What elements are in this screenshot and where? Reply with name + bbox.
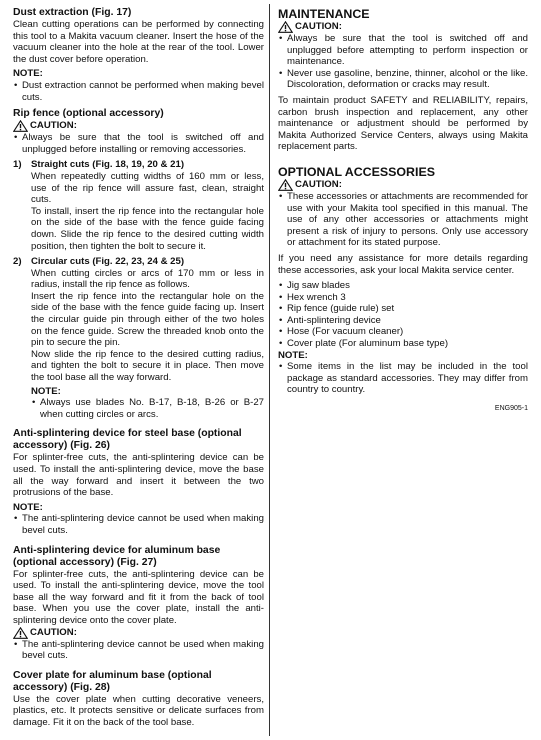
note-label: NOTE:	[13, 501, 43, 513]
caution-item: • Never use gasoline, benzine, thinner, alcohol or the like. Discoloration, deformation or cracks may result.	[278, 68, 528, 91]
item-number: 1)	[13, 159, 22, 171]
list-item: • Hex wrench 3	[278, 292, 528, 304]
warning-triangle-icon	[13, 627, 28, 639]
section-cover-plate	[13, 670, 264, 729]
list-item: • Cover plate (For aluminum base type)	[278, 338, 528, 350]
note-label: NOTE:	[31, 385, 61, 397]
paragraph: To maintain product SAFETY and RELIABILITY, repairs, carbon brush inspection and replacement, any other maintenance or adjustment should be performed by Makita Authorized Service Centers, always using Makita replacement parts.	[278, 94, 528, 153]
section-optional-accessories	[278, 165, 528, 413]
caution-item: • Always be sure that the tool is switched off and unplugged before attempting to perform inspection or maintenance.	[278, 33, 528, 68]
list-item: • Jig saw blades	[278, 280, 528, 292]
paragraph: Now slide the rip fence to the desired cutting radius, and tighten the bolt to secure it in place. Then move the tool base all the way forward.	[31, 348, 264, 384]
caution-label: CAUTION:	[295, 21, 342, 33]
paragraph: When cutting circles or arcs of 170 mm or less in radius, install the rip fence as follows.	[31, 267, 264, 291]
note-list	[13, 513, 264, 536]
column-divider	[269, 4, 270, 736]
note-item: • Dust extraction cannot be performed when making bevel cuts.	[13, 80, 264, 103]
paragraph: When repeatedly cutting widths of 160 mm or less, use of the rip fence will assure fast, clean, straight cuts.	[31, 170, 264, 206]
section-heading: Anti-splintering device for aluminum base (optional accessory) (Fig. 27)	[13, 544, 221, 568]
caution-heading	[13, 627, 264, 639]
paragraph: To install, insert the rip fence into the rectangular hole on the side of the base with the fence guide facing down. Slide the rip fence to the desired cutting width position, then tighten the bolt to secure it.	[31, 205, 264, 252]
note-item: • Some items in the list may be included in the tool package as standard accessories. They may differ from country to country.	[278, 361, 528, 396]
document-code: ENG905-1	[494, 405, 528, 413]
caution-heading	[278, 21, 528, 33]
caution-label: CAUTION:	[30, 626, 77, 638]
caution-list	[278, 33, 528, 91]
numbered-item-straight-cuts	[13, 159, 264, 252]
section-dust-extraction	[13, 7, 264, 103]
caution-item: • Always be sure that the tool is switched off and unplugged before installing or removing accessories.	[13, 132, 264, 155]
section-anti-splintering-aluminum	[13, 545, 264, 662]
note-item: • The anti-splintering device cannot be used when making bevel cuts.	[13, 513, 264, 536]
paragraph: For splinter-free cuts, the anti-splintering device can be used. To install the anti-splintering device, move the tool base all the way forward and fit it from the back of tool base. When you use the cover plate, install the anti-splintering device onto the cover plate.	[13, 568, 264, 626]
caution-item: • The anti-splintering device cannot be used when making bevel cuts.	[13, 639, 264, 662]
left-column	[13, 7, 264, 729]
note-item: • Always use blades No. B-17, B-18, B-26 or B-27 when cutting circles or arcs.	[31, 397, 264, 420]
note-list	[31, 397, 264, 420]
note-list	[278, 361, 528, 396]
section-anti-splintering-steel	[13, 428, 264, 536]
section-rip-fence	[13, 108, 264, 420]
caution-list	[13, 132, 264, 155]
caution-item: • These accessories or attachments are recommended for use with your Makita tool specified in this manual. The use of any other accessories or attachments might present a risk of injury to persons. Only use accessory or attachment for its stated purpose.	[278, 191, 528, 249]
note-label: NOTE:	[13, 68, 43, 80]
paragraph: For splinter-free cuts, the anti-splintering device can be used. To install the anti-splintering device, move the base all the way forward and insert it between the two protrusions of the base.	[13, 452, 264, 499]
section-heading: Anti-splintering device for steel base (optional accessory) (Fig. 26)	[13, 428, 242, 452]
warning-triangle-icon	[278, 179, 293, 191]
item-title: Circular cuts (Fig. 22, 23, 24 & 25)	[31, 256, 185, 268]
numbered-item-circular-cuts	[13, 256, 264, 420]
paragraph: Use the cover plate when cutting decorative veneers, plastics, etc. It protects sensitive or delicate surfaces from damage. Fit it on the back of the tool base.	[13, 693, 264, 728]
section-heading: MAINTENANCE	[278, 7, 370, 21]
paragraph: Insert the rip fence into the rectangular hole on the side of the base with the fence guide facing up. Insert the circular guide pin through either of the two holes on the fence guide. Screw the threaded knob onto the pin to secure the pin.	[31, 290, 264, 349]
list-item: • Anti-splintering device	[278, 315, 528, 327]
right-column	[278, 7, 528, 413]
caution-heading	[278, 179, 528, 191]
accessory-list	[278, 280, 528, 350]
note-list	[13, 80, 264, 103]
section-heading: Rip fence (optional accessory)	[13, 108, 164, 120]
section-heading: Cover plate for aluminum base (optional accessory) (Fig. 28)	[13, 669, 212, 693]
warning-triangle-icon	[13, 120, 28, 132]
caution-list	[13, 639, 264, 662]
list-item: • Rip fence (guide rule) set	[278, 303, 528, 315]
caution-label: CAUTION:	[30, 120, 77, 132]
item-number: 2)	[13, 256, 22, 268]
caution-list	[278, 191, 528, 249]
list-item: • Hose (For vacuum cleaner)	[278, 326, 528, 338]
caution-heading	[13, 120, 264, 132]
caution-label: CAUTION:	[295, 179, 342, 191]
warning-triangle-icon	[278, 21, 293, 33]
item-title: Straight cuts (Fig. 18, 19, 20 & 21)	[31, 159, 185, 171]
note-label: NOTE:	[278, 349, 308, 361]
paragraph: If you need any assistance for more details regarding these accessories, ask your local Makita service center.	[278, 252, 528, 276]
paragraph: Clean cutting operations can be performed by connecting this tool to a Makita vacuum cleaner. Insert the hose of the vacuum cleaner into the hole at the rear of the tool. Lower the dust cover before operation.	[13, 19, 264, 65]
section-heading: OPTIONAL ACCESSORIES	[278, 164, 435, 179]
section-heading: Dust extraction (Fig. 17)	[13, 7, 132, 18]
section-maintenance	[278, 7, 528, 153]
